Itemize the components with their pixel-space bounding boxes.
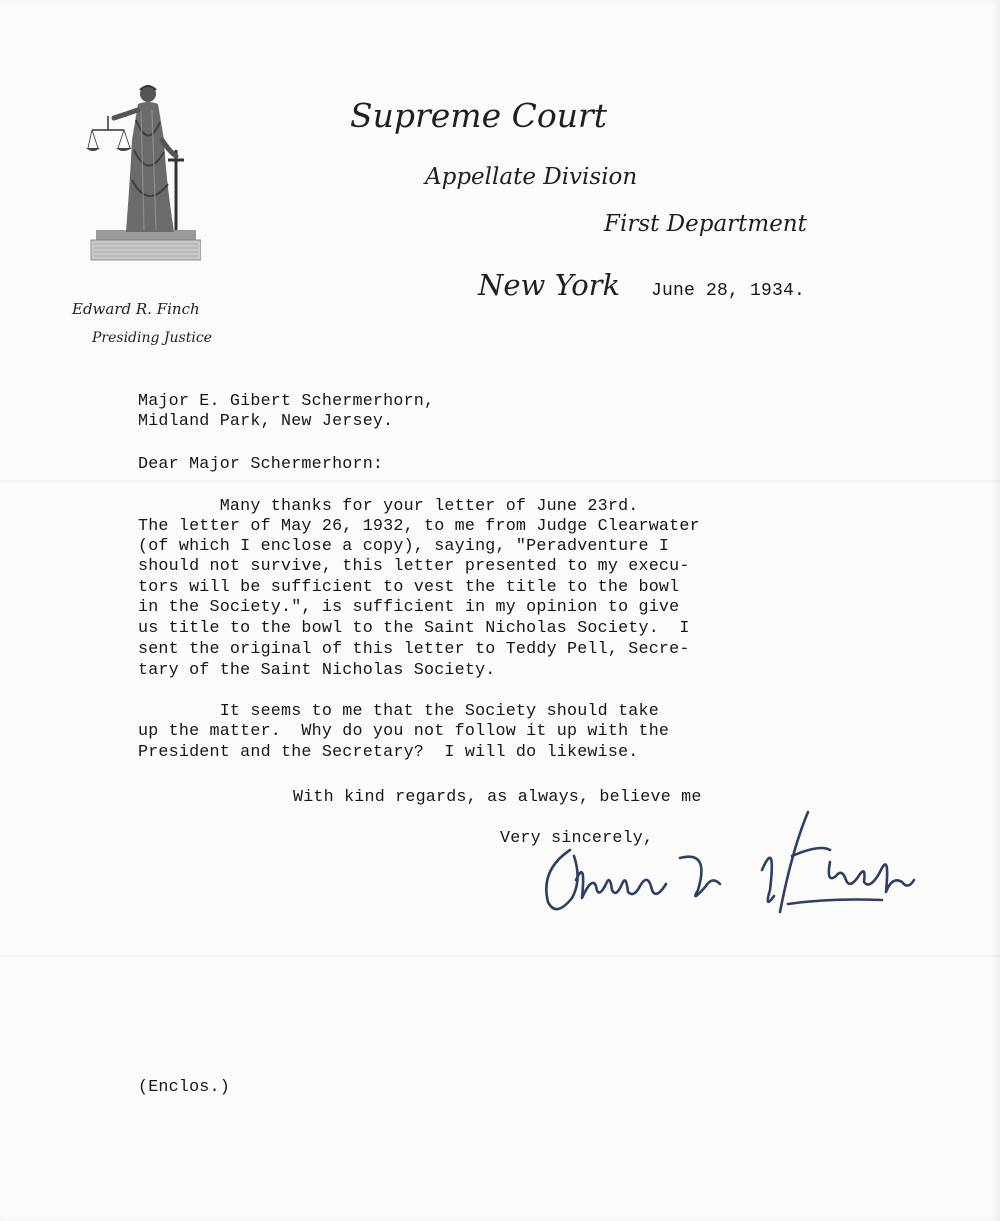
paragraph-line: up the matter. Why do you not follow it up with the [138, 722, 670, 741]
recipient-name: Major E. Gibert Schermerhorn, [138, 392, 435, 411]
handwritten-signature-icon [530, 810, 940, 920]
paper-fold [0, 955, 1000, 957]
paragraph-line: President and the Secretary? I will do likewise. [138, 743, 639, 762]
lady-justice-icon [86, 80, 201, 265]
division-name: Appellate Division [425, 164, 638, 190]
paragraph-line: sent the original of this letter to Teddy Pell, Secre- [138, 640, 690, 659]
closing-line: With kind regards, as always, believe me [293, 788, 702, 807]
justice-title: Presiding Justice [92, 330, 212, 346]
justice-name: Edward R. Finch [72, 300, 200, 318]
enclosure-note: (Enclos.) [138, 1078, 230, 1097]
paper-fold [0, 480, 1000, 482]
paragraph-line: Many thanks for your letter of June 23rd. [138, 497, 639, 516]
paragraph-line: should not survive, this letter presented to my execu- [138, 557, 690, 576]
valediction: Very sincerely, [500, 829, 654, 848]
department-name: First Department [604, 211, 807, 237]
recipient-address: Midland Park, New Jersey. [138, 412, 394, 431]
paragraph-line: tors will be sufficient to vest the title to the bowl [138, 578, 680, 597]
paragraph-line: The letter of May 26, 1932, to me from Judge Clearwater [138, 517, 700, 536]
paragraph-line: us title to the bowl to the Saint Nicholas Society. I [138, 619, 690, 638]
letter-date: June 28, 1934. [651, 281, 806, 301]
salutation: Dear Major Schermerhorn: [138, 455, 384, 474]
court-name: Supreme Court [350, 96, 608, 135]
paragraph-line: tary of the Saint Nicholas Society. [138, 661, 496, 680]
paragraph-line: (of which I enclose a copy), saying, "Peradventure I [138, 537, 670, 556]
paragraph-line: It seems to me that the Society should take [138, 702, 659, 721]
city-name: New York [478, 268, 621, 302]
paragraph-line: in the Society.", is sufficient in my opinion to give [138, 598, 680, 617]
